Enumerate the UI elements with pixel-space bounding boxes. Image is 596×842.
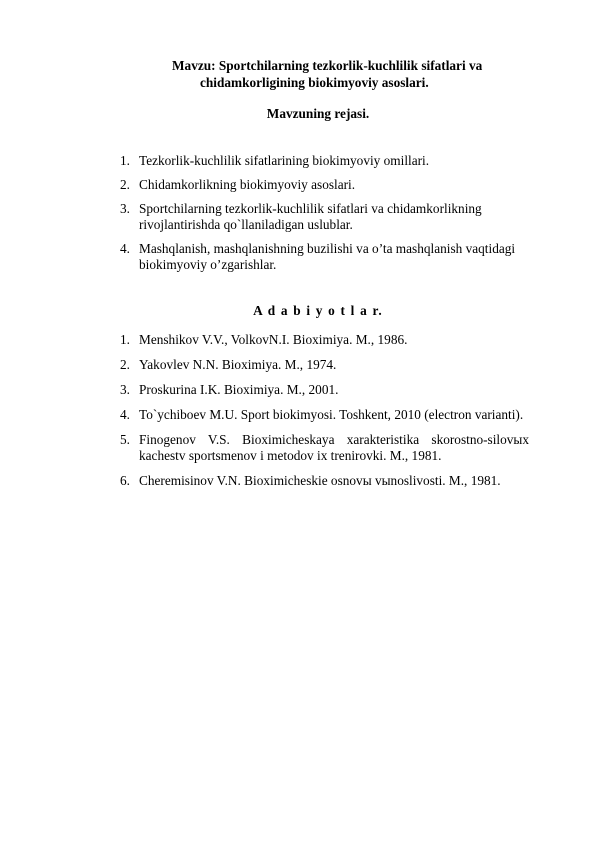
- plan-item-text: Chidamkorlikning biokimyoviy asoslari.: [139, 177, 356, 192]
- reference-number: 1.: [120, 332, 130, 347]
- reference-number: 5.: [120, 432, 130, 447]
- plan-item-number: 4.: [120, 241, 130, 256]
- title-line-1: Mavzu: Sportchilarning tezkorlik-kuchlilik sifatlari va: [172, 58, 483, 73]
- plan-item-number: 3.: [120, 201, 130, 216]
- plan-item-text: Tezkorlik-kuchlilik sifatlarining biokimyoviy omillari.: [139, 153, 430, 168]
- document-title: [0, 57, 596, 91]
- references-list: [0, 332, 529, 498]
- plan-item-text: Mashqlanish, mashqlanishning buzilishi va o’ta mashqlanish vaqtidagi biokimyoviy o’zgarishlar.: [139, 241, 516, 272]
- references-heading: A d a b i y o t l a r.: [253, 303, 383, 318]
- plan-item: [0, 201, 529, 233]
- reference-item: [0, 432, 529, 464]
- reference-number: 2.: [120, 357, 130, 372]
- plan-list: [0, 153, 529, 281]
- reference-item: [0, 382, 529, 398]
- title-line-2: chidamkorligining biokimyoviy asoslari.: [200, 75, 429, 90]
- reference-text: Menshikov V.V., VolkovN.I. Bioximiya. M., 1986.: [139, 332, 408, 347]
- reference-item: [0, 357, 529, 373]
- reference-text: Proskurina I.K. Bioximiya. M., 2001.: [139, 382, 339, 397]
- reference-text-line-2: kachestv sportsmenov i metodov ix trenirovki. M., 1981.: [139, 448, 442, 463]
- plan-heading: Mavzuning rejasi.: [266, 106, 370, 121]
- plan-item-number: 1.: [120, 153, 130, 168]
- reference-text: Cheremisinov V.N. Bioximicheskie osnovы vыnoslivosti. M., 1981.: [139, 473, 501, 488]
- reference-number: 3.: [120, 382, 130, 397]
- plan-item: [0, 241, 529, 273]
- plan-item-text: Sportchilarning tezkorlik-kuchlilik sifatlari va chidamkorlikning rivojlantirishda qo`llaniladigan uslublar.: [139, 201, 482, 232]
- reference-text: Yakovlev N.N. Bioximiya. M., 1974.: [139, 357, 337, 372]
- reference-text: To`ychiboev M.U. Sport biokimyosi. Toshkent, 2010 (electron varianti).: [139, 407, 524, 422]
- reference-text-line-1: Finogenov V.S. Bioximicheskaya xarakteristika skorostno-silovых: [139, 432, 529, 447]
- reference-number: 4.: [120, 407, 130, 422]
- reference-item: [0, 473, 529, 489]
- reference-item: [0, 332, 529, 348]
- reference-item: [0, 407, 529, 423]
- plan-item: [0, 177, 529, 193]
- reference-number: 6.: [120, 473, 130, 488]
- plan-item-number: 2.: [120, 177, 130, 192]
- plan-item: [0, 153, 529, 169]
